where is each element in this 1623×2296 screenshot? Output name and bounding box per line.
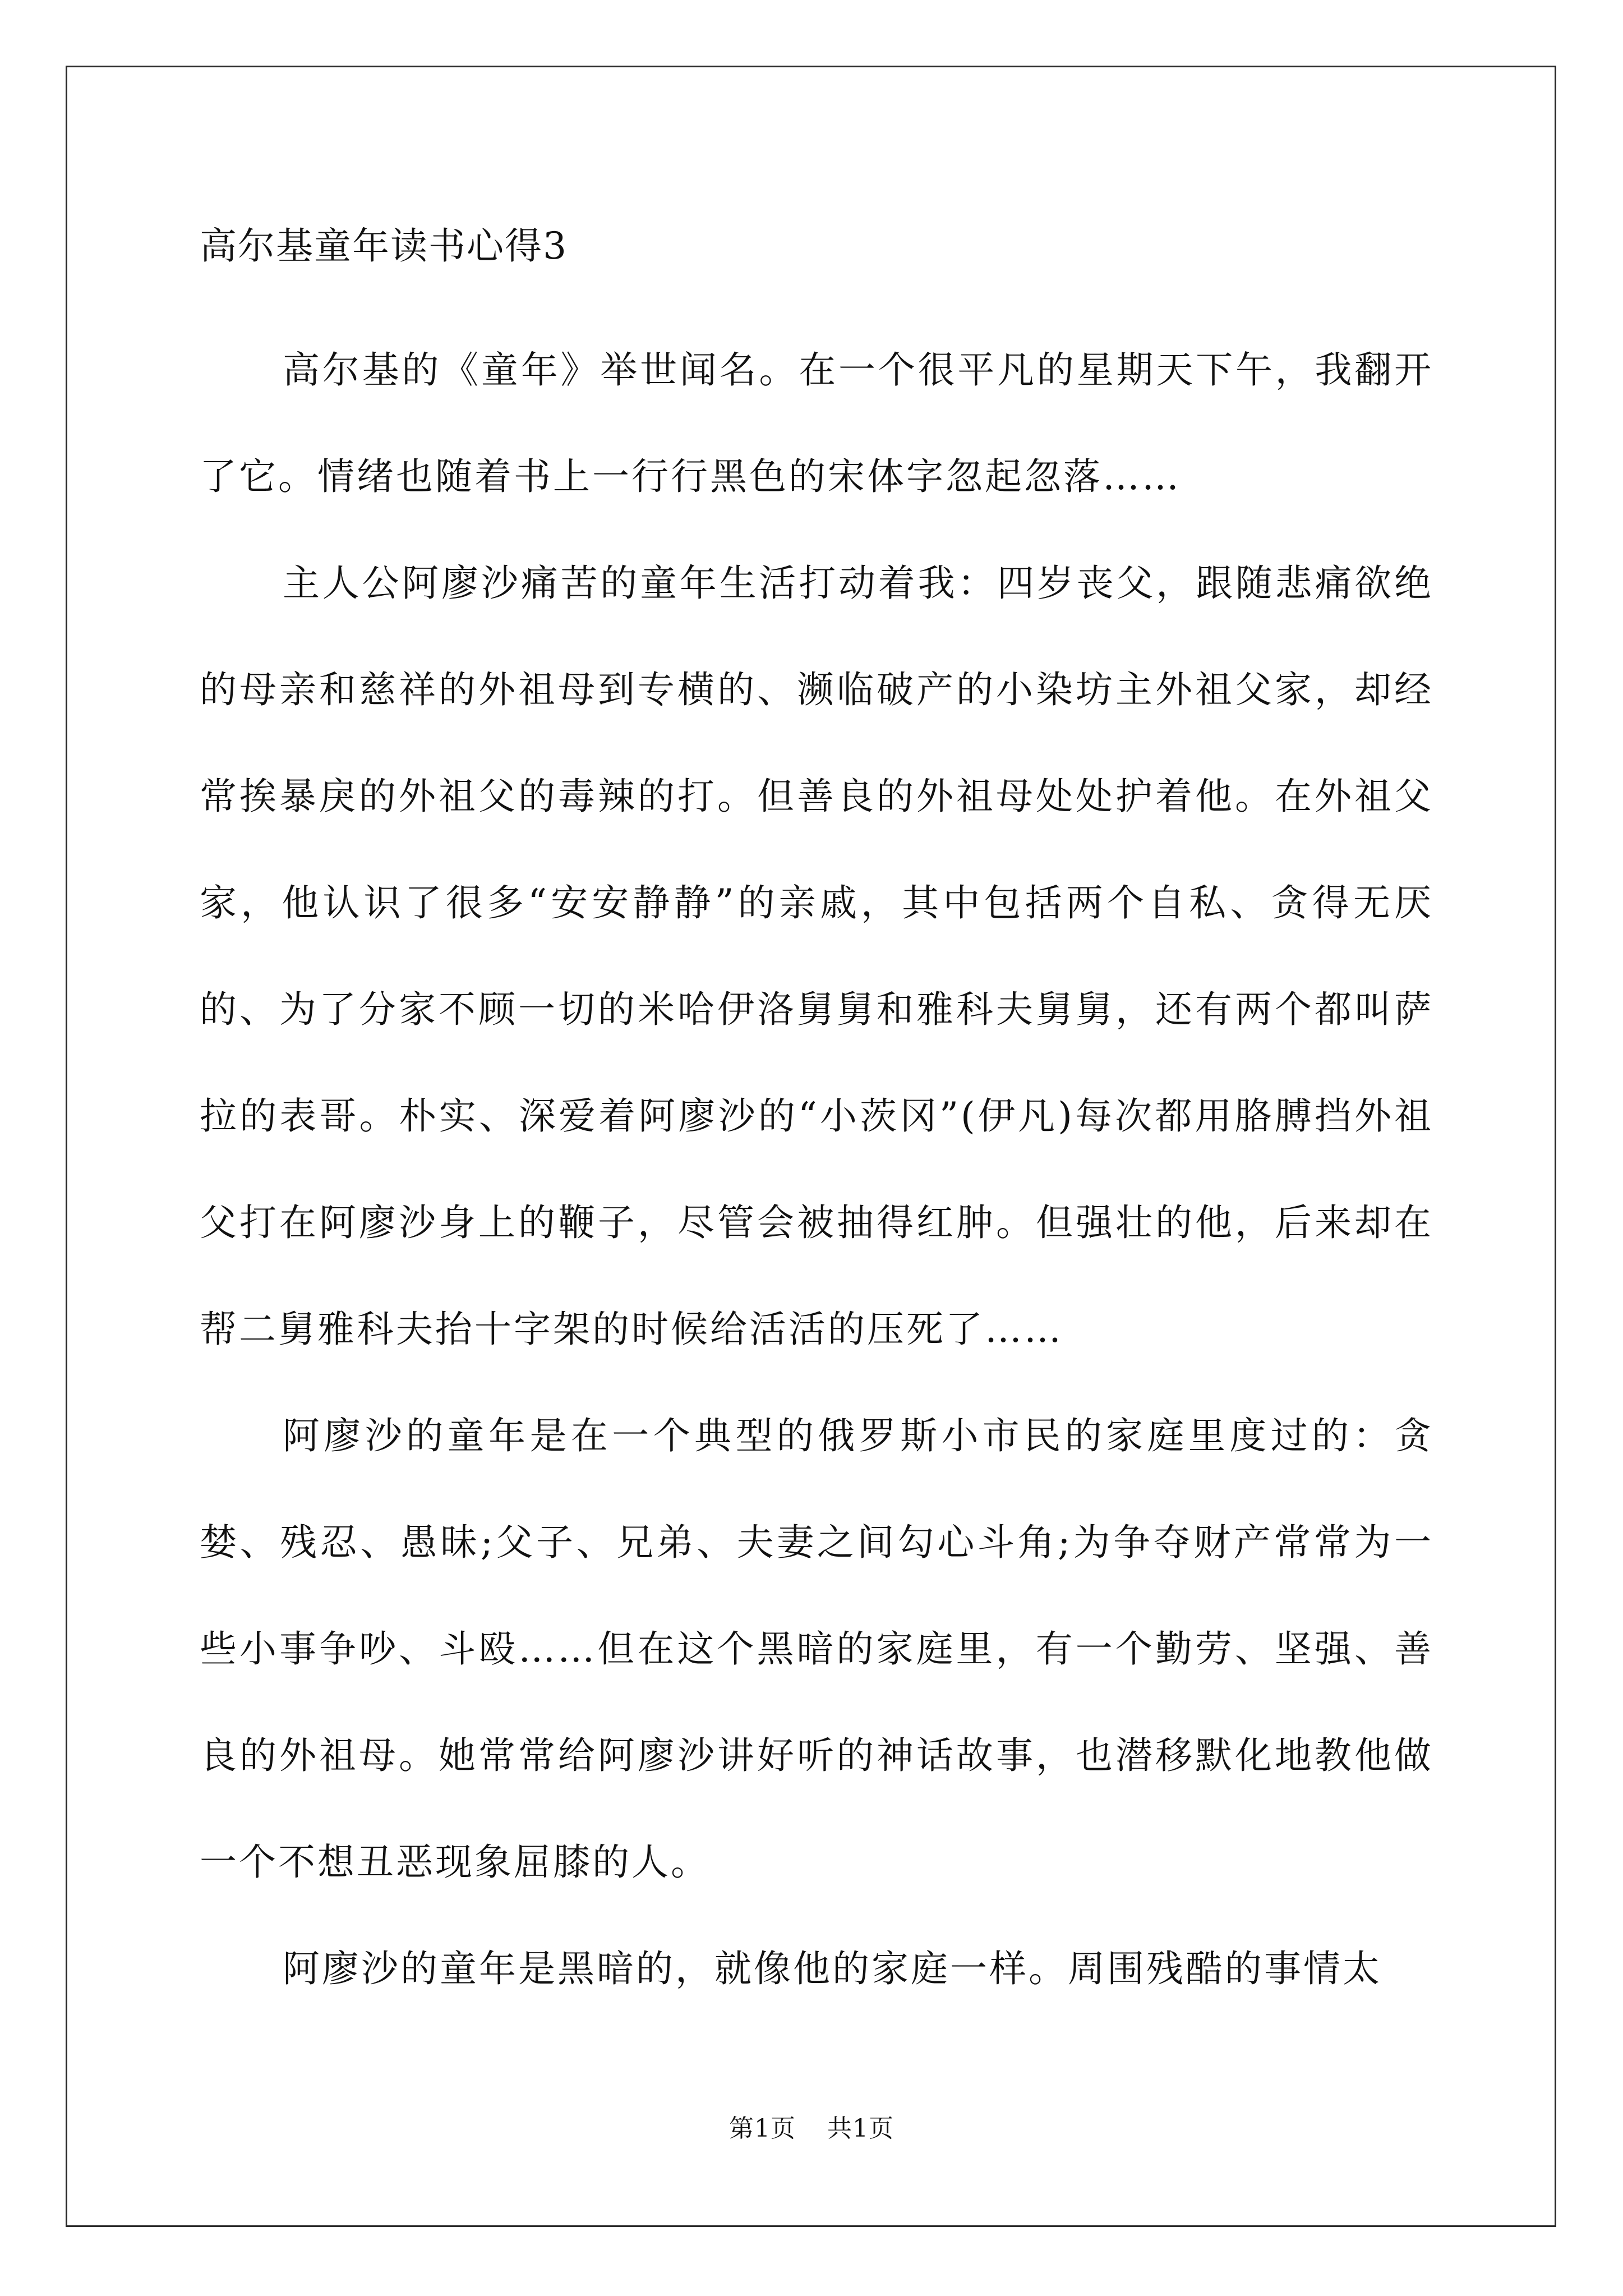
paragraph-3: 阿廖沙的童年是在一个典型的俄罗斯小市民的家庭里度过的：贪婪、残忍、愚昧;父子、兄弟、夫妻之间勾心斗角;为争夺财产常常为一些小事争吵、斗殴……但在这个黑暗的家庭里，有一个勤劳、坚强、善良的外祖母。她常常给阿廖沙讲好听的神话故事，也潜移默化地教他做一个不想丑恶现象屈膝的人。: [200, 1414, 1433, 1884]
paragraph-2: 主人公阿廖沙痛苦的童年生活打动着我：四岁丧父，跟随悲痛欲绝的母亲和慈祥的外祖母到专横的、濒临破产的小染坊主外祖父家，却经常挨暴戾的外祖父的毒辣的打。但善良的外祖母处处护着他。在外祖父家，他认识了很多“安安静静”的亲戚，其中包括两个自私、贪得无厌的、为了分家不顾一切的米哈伊洛舅舅和雅科夫舅舅，还有两个都叫萨拉的表哥。朴实、深爱着阿廖沙的“小茨冈”(伊凡)每次都用胳膊挡外祖父打在阿廖沙身上的鞭子，尽管会被抽得红肿。但强壮的他，后来却在帮二舅雅科夫抬十字架的时候给活活的压死了……: [200, 562, 1433, 1351]
document-body: [200, 317, 1433, 2022]
paragraph-4: 阿廖沙的童年是黑暗的，就像他的家庭一样。周围残酷的事情太: [283, 1947, 1382, 1990]
page-footer: [0, 2112, 1623, 2146]
page-total: 共1页: [827, 2114, 894, 2143]
paragraph-1: 高尔基的《童年》举世闻名。在一个很平凡的星期天下午，我翻开了它。情绪也随着书上一行行黑色的宋体字忽起忽落……: [200, 348, 1433, 498]
document-title: 高尔基童年读书心得3: [200, 224, 568, 268]
page-number: 第1页: [729, 2114, 796, 2143]
